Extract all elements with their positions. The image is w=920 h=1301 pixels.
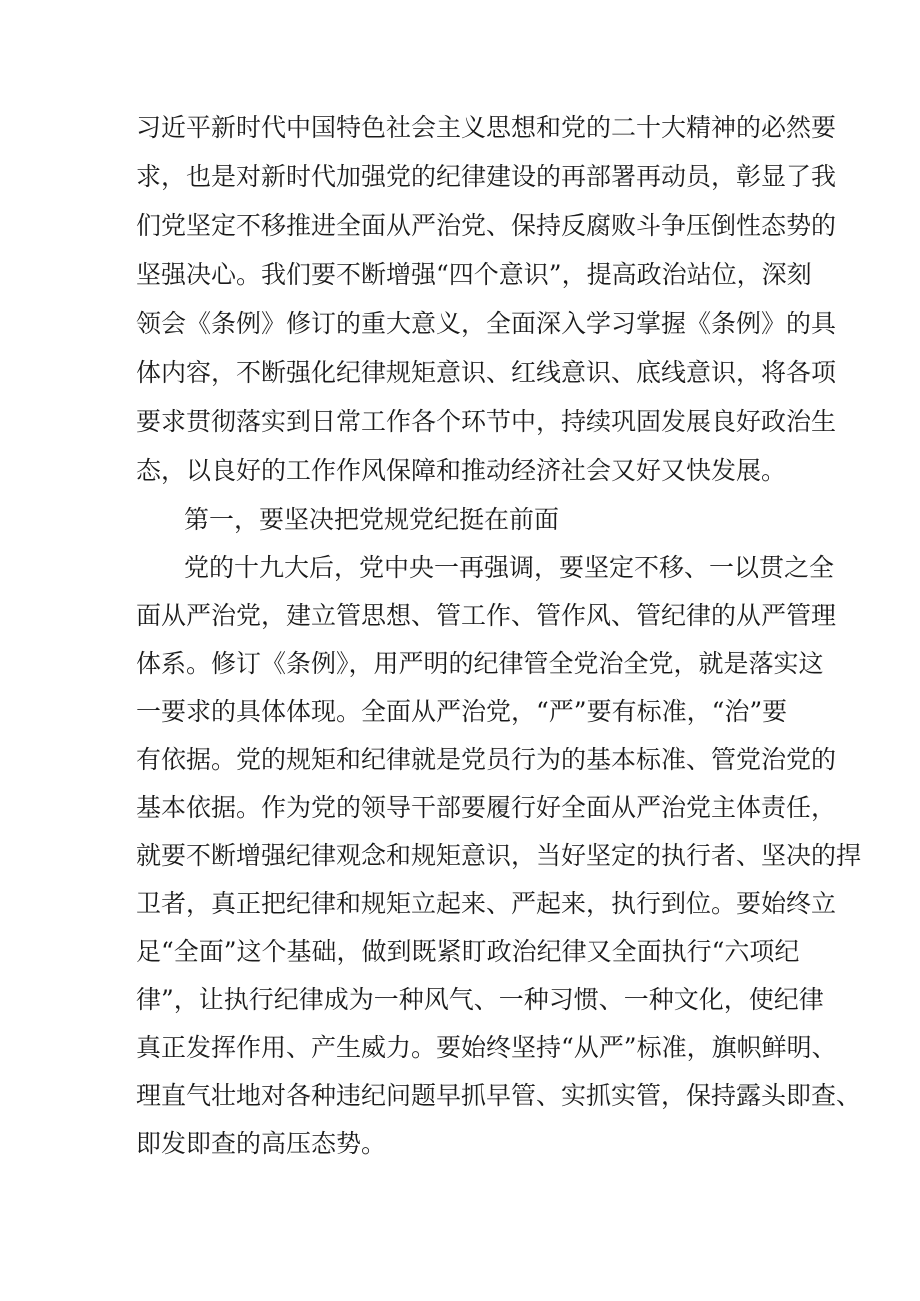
paragraph-1-line-8: 态，以良好的工作作风保障和推动经济社会又好又快发展。 xyxy=(136,456,787,485)
paragraph-1-line-4: 坚强决心。我们要不断增强“四个意识”，提高政治站位，深刻 xyxy=(136,260,812,289)
paragraph-1-line-6: 体内容，不断强化纪律规矩意识、红线意识、底线意识，将各项 xyxy=(136,358,837,387)
paragraph-2-line-3: 体系。修订《条例》，用严明的纪律管全党治全党，就是落实这 xyxy=(136,649,824,678)
paragraph-1-line-5: 领会《条例》修订的重大意义，全面深入学习掌握《条例》的具 xyxy=(136,309,837,338)
paragraph-2-line-13: 即发即查的高压态势。 xyxy=(136,1129,387,1158)
paragraph-2-line-2: 面从严治党，建立管思想、管工作、管作风、管纪律的从严管理 xyxy=(136,601,837,630)
paragraph-1-line-1: 习近平新时代中国特色社会主义思想和党的二十大精神的必然要 xyxy=(136,113,837,142)
paragraph-2-line-1: 党的十九大后，党中央一再强调，要坚定不移、一以贯之全 xyxy=(184,553,835,582)
paragraph-2-line-5: 有依据。党的规矩和纪律就是党员行为的基本标准、管党治党的 xyxy=(136,745,837,774)
paragraph-1-line-7: 要求贯彻落实到日常工作各个环节中，持续巩固发展良好政治生 xyxy=(136,407,837,436)
paragraph-2-line-11: 真正发挥作用、产生威力。要始终坚持“从严”标准，旗帜鲜明、 xyxy=(136,1033,837,1062)
paragraph-2-line-8: 卫者，真正把纪律和规矩立起来、严起来，执行到位。要始终立 xyxy=(136,889,837,918)
paragraph-1-line-3: 们党坚定不移推进全面从严治党、保持反腐败斗争压倒性态势的 xyxy=(136,211,837,240)
paragraph-1-line-2: 求，也是对新时代加强党的纪律建设的再部署再动员，彰显了我 xyxy=(136,162,837,191)
paragraph-2-line-9: 足“全面”这个基础，做到既紧盯政治纪律又全面执行“六项纪 xyxy=(136,937,800,966)
paragraph-2-line-12: 理直气壮地对各种违纪问题早抓早管、实抓实管，保持露头即查、 xyxy=(136,1081,862,1110)
paragraph-2-line-6: 基本依据。作为党的领导干部要履行好全面从严治党主体责任， xyxy=(136,793,837,822)
section-heading: 第一，要坚决把党规党纪挺在前面 xyxy=(184,505,560,534)
paragraph-2-line-4: 一要求的具体体现。全面从严治党，“严”要有标准，“治”要 xyxy=(136,697,788,726)
paragraph-2-line-7: 就要不断增强纪律观念和规矩意识，当好坚定的执行者、坚决的捍 xyxy=(136,841,862,870)
paragraph-2-line-10: 律”，让执行纪律成为一种风气、一种习惯、一种文化，使纪律 xyxy=(136,985,824,1014)
